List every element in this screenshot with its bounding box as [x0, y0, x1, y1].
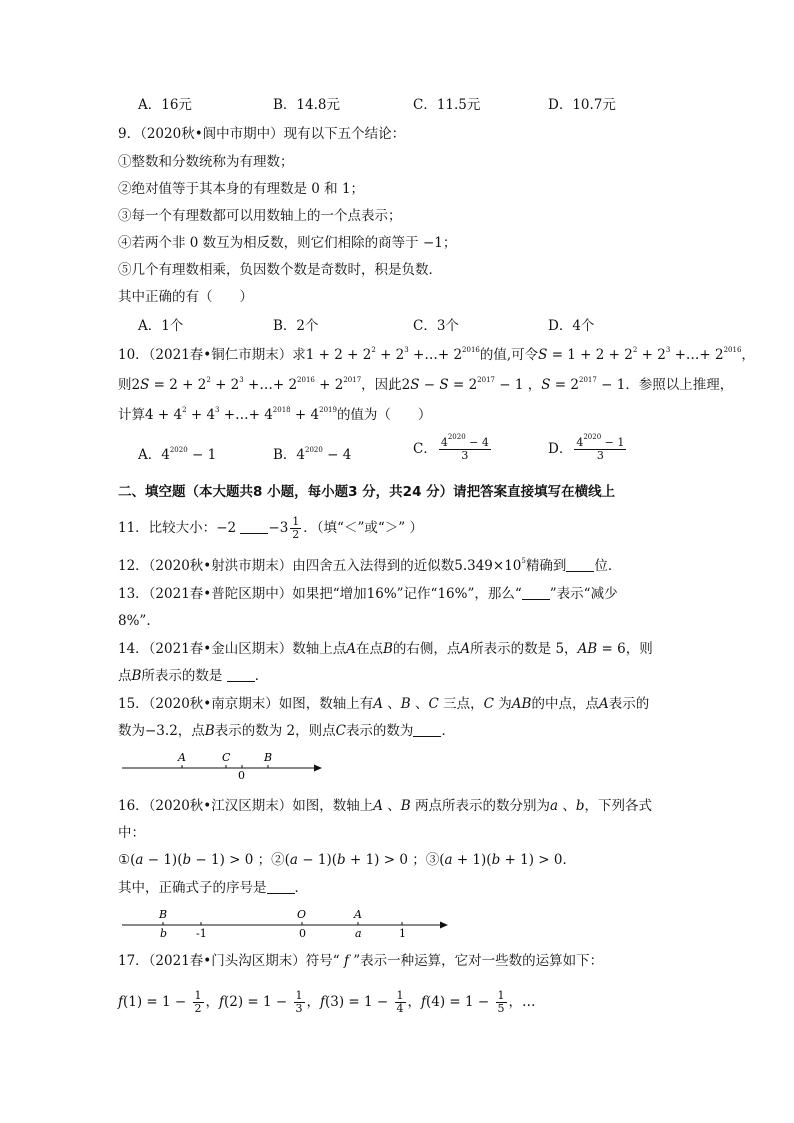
q15-label-b: B: [264, 751, 273, 764]
q16-label-b-lower: b: [160, 927, 168, 940]
q12: 12．（2020秋•射洪市期末）由四舍五入法得到的近似数$5.349\times 10^5$精确到 位．: [118, 557, 622, 574]
q8-option-d: D．10.7元: [548, 97, 616, 113]
q14-answer-blank: [227, 667, 255, 682]
q10-option-a: A．$4^{2020} - 1$: [138, 446, 217, 463]
q10-line-1: 10．（2021春•铜仁市期末）求$1 + 2 + 2^2 + 2^3$ +…+ $2^{2016}$的值,可令$S = 1 + 2 + 2^2 + 2^3$ +…+ $2^{2016}$，: [118, 346, 755, 363]
q15-label-c: C: [222, 751, 231, 764]
q10-line-2: 则$2S = 2 + 2^2 + 2^3$ +…+ $2^{2016} + 2^{2017}$，因此$2S - S = 2^{2017} - 1$ ，$S = 2^{2017} - 1$．参照以上推理，: [118, 376, 734, 393]
q15-line-2: 数为−3.2，点B表示的数为 2，则点C表示的数为 ．: [118, 723, 455, 739]
q10-line-3: 计算$4 + 4^2 + 4^3$ +…+ $4^{2018} + 4^{2019}$的值为（ ）: [118, 406, 432, 423]
q9-item-4: ④若两个非 0 数互为相反数，则它们相除的商等于 −1；: [118, 235, 457, 251]
q10-option-b: B．$4^{2020} - 4$: [273, 446, 352, 463]
q8-option-b: B．14.8元: [273, 97, 340, 113]
q16-label-a-lower: a: [355, 927, 362, 940]
q8-option-c: C．11.5元: [413, 97, 481, 113]
q16-label-a-upper: A: [354, 908, 362, 921]
q9-options: [138, 316, 638, 336]
q10-option-c: C． $\frac{4^{2020} - 4}{3}$: [413, 433, 489, 462]
q13-line-1: 13．（2021春•普陀区期中）如果把“增加16%”记作“16%”，那么“ ”表示“减少: [118, 586, 618, 602]
q15-number-line: [118, 746, 328, 782]
q16-axis-arrow: [440, 922, 448, 929]
q9-option-d: D．4个: [548, 318, 595, 334]
q10-option-d: D． $\frac{4^{2020} - 1}{3}$: [548, 433, 625, 462]
q16-label-neg1: -1: [196, 927, 207, 940]
q14-line-2: 点B所表示的数是 ．: [118, 668, 269, 684]
q16-answer-blank: [267, 879, 295, 894]
section-2-heading: 二、填空题（本大题共8 小题，每小题3 分，共24 分）请把答案直接填写在横线上: [118, 484, 616, 500]
q15-answer-blank: [413, 722, 441, 737]
q9-item-1: ①整数和分数统称为有理数；: [118, 154, 294, 170]
q16-label-one: 1: [399, 927, 406, 940]
q13-line-2: 8%”.: [118, 613, 151, 629]
q9-option-b: B．2个: [273, 318, 319, 334]
q15-line-1: 15．（2020秋•南京期末）如图，数轴上有A 、B 、C 三点，C 为AB的中点，点A表示的: [118, 696, 650, 712]
q9-option-c: C．3个: [413, 318, 459, 334]
q11-answer-blank: [240, 519, 268, 534]
q16-line-2: 中：: [118, 825, 145, 841]
q13-answer-blank: [522, 585, 550, 600]
q9-item-3: ③每一个有理数都可以用数轴上的一个点表示；: [118, 208, 402, 224]
q16-line-3: ①(a − 1)(b − 1) > 0 ；②(a − 1)(b + 1) > 0 ；③(a + 1)(b + 1) > 0．: [118, 852, 576, 868]
q9-item-5: ⑤几个有理数相乘，负因数个数是奇数时，积是负数．: [118, 262, 442, 278]
q16-label-o: O: [297, 908, 307, 921]
q10-options: [138, 433, 658, 473]
q8-option-a: A．16元: [138, 97, 192, 113]
q15-axis-arrow: [314, 765, 322, 772]
q14-line-1: 14．（2021春•金山区期末）数轴上点A在点B的右侧，点A所表示的数是 5，AB = 6，则: [118, 641, 653, 657]
q17-line-2: f(1) = 1 − $\frac{1}{2}$ ，f(2) = 1 − $\frac{1}{3}$ ，f(3) = 1 − $\frac{1}{4}$ ，f(4) = 1 − $\frac{1}{5}$ ，…: [118, 989, 536, 1015]
q9-ask: 其中正确的有（ ）: [118, 289, 253, 305]
q17-line-1: 17．（2021春•门头沟区期末）符号“ f ”表示一种运算，它对一些数的运算如下：: [118, 953, 604, 969]
q15-label-a: A: [178, 751, 186, 764]
q16-label-b-upper: B: [159, 908, 168, 921]
q9-option-a: A．1个: [138, 318, 184, 334]
q9-stem: 9．（2020秋•阆中市期中）现有以下五个结论：: [118, 126, 406, 142]
q16-line-4: 其中，正确式子的序号是 ．: [118, 880, 308, 896]
q11: 11．比较大小：−2 −3 $\frac{1}{2}$ ．（填“＜”或“＞” ）: [118, 515, 423, 541]
q16-label-zero: 0: [299, 927, 306, 940]
q12-answer-blank: [566, 557, 594, 572]
q16-number-line: [118, 904, 458, 942]
q15-label-zero: 0: [238, 769, 245, 782]
q8-options: [138, 95, 638, 115]
q9-item-2: ②绝对值等于其本身的有理数是 0 和 1；: [118, 181, 365, 197]
q16-line-1: 16．（2020秋•江汉区期末）如图，数轴上A 、B 两点所表示的数分别为a 、b，下列各式: [118, 798, 653, 814]
